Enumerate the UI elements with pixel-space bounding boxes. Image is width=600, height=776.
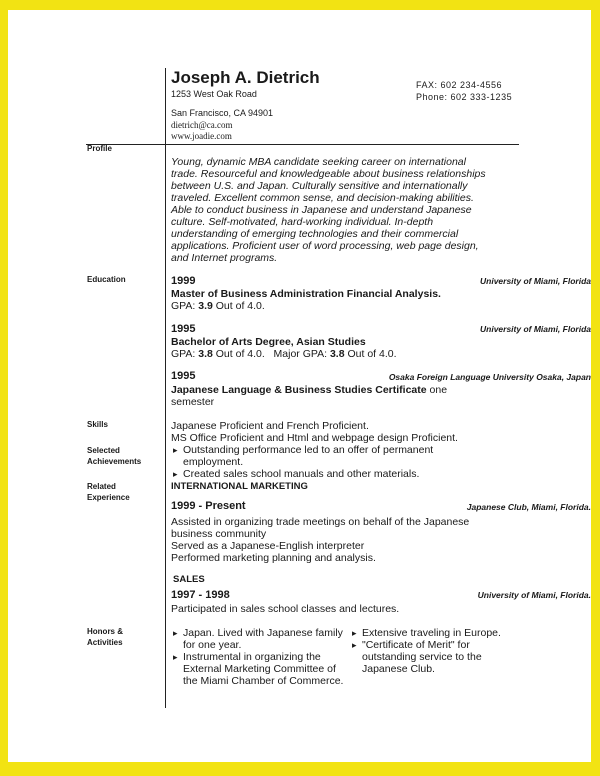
edu-degree-3: Japanese Language & Business Studies Certificate one bbox=[171, 384, 448, 396]
label-education: Education bbox=[87, 275, 126, 284]
edu-school-1: University of Miami, Florida bbox=[480, 276, 591, 286]
exp-place-1: Japanese Club, Miami, Florida. bbox=[466, 502, 591, 512]
exp-lines-1: Assisted in organizing trade meetings on behalf of the Japanese business community Served as a Japanese-English interpreter Performed marketing planning and analysis. bbox=[171, 516, 470, 564]
vertical-rule bbox=[165, 68, 166, 708]
honor-item: ▸ Instrumental in organizing the External Marketing Committee of the Miami Chamber of Commerce. bbox=[171, 651, 348, 687]
edu-year-1: 1999 bbox=[171, 275, 196, 287]
exp-heading-1: INTERNATIONAL MARKETING bbox=[171, 481, 308, 492]
edu-school-3: Osaka Foreign Language University Osaka, Japan bbox=[388, 372, 591, 382]
edu-gpa-1: GPA: 3.9 Out of 4.0. bbox=[171, 300, 265, 312]
horizontal-rule bbox=[86, 144, 519, 145]
label-honors: Honors & bbox=[87, 627, 123, 636]
edu-degree-2: Bachelor of Arts Degree, Asian Studies bbox=[171, 336, 366, 348]
edu-degree-1: Master of Business Administration Financial Analysis. bbox=[171, 288, 441, 300]
edu-degree-3-line2: semester bbox=[171, 396, 215, 408]
phone-number: Phone: 602 333-1235 bbox=[416, 92, 513, 102]
label-skills: Skills bbox=[87, 420, 108, 429]
edu-year-2: 1995 bbox=[171, 323, 196, 335]
profile-text: Young, dynamic MBA candidate seeking career on international trade. Resourceful and knowledgeable about business relationships between U.S. and Japan. Culturally sensitive and internationally traveled. Excellent common sense, and decision-making abilities. Able to conduct business in Japanese and understand Japanese culture. Self-motivated, hard-working individual. In-depth understanding of emerging technologies and their commercial applications. Proficient user of word processing, web page design, and Internet programs. bbox=[171, 156, 486, 264]
city-state-zip: San Francisco, CA 94901 bbox=[171, 108, 274, 118]
exp-period-1: 1999 - Present bbox=[171, 500, 246, 512]
applicant-name: Joseph A. Dietrich bbox=[171, 68, 320, 87]
street-address: 1253 West Oak Road bbox=[171, 89, 257, 99]
honor-item: ▸ Extensive traveling in Europe. bbox=[350, 627, 532, 639]
achievement-item: ▸ Outstanding performance led to an offer of permanent employment. bbox=[171, 444, 493, 468]
exp-heading-2: SALES bbox=[173, 574, 205, 585]
label-activities: Activities bbox=[87, 638, 123, 647]
achievement-item: ▸ Created sales school manuals and other materials. bbox=[171, 468, 419, 480]
exp-period-2: 1997 - 1998 bbox=[171, 589, 230, 601]
label-profile: Profile bbox=[87, 144, 112, 153]
edu-gpa-2: GPA: 3.8 Out of 4.0. Major GPA: 3.8 Out of 4.0. bbox=[171, 348, 397, 360]
fax-number: FAX: 602 234-4556 bbox=[416, 80, 503, 90]
honor-item: ▸ Japan. Lived with Japanese family for one year. bbox=[171, 627, 348, 651]
honor-item: ▸ "Certificate of Merit" for outstanding service to the Japanese Club. bbox=[350, 639, 522, 675]
resume-page bbox=[8, 10, 591, 762]
label-selected: Selected bbox=[87, 446, 120, 455]
edu-year-3: 1995 bbox=[171, 370, 196, 382]
label-achievements: Achievements bbox=[87, 457, 142, 466]
skill-line-2: MS Office Proficient and Html and webpage design Proficient. bbox=[171, 432, 458, 444]
edu-school-2: University of Miami, Florida bbox=[480, 324, 591, 334]
exp-line-2: Participated in sales school classes and lectures. bbox=[171, 603, 400, 615]
label-related: Related bbox=[87, 482, 116, 491]
skill-line-1: Japanese Proficient and French Proficient. bbox=[171, 420, 369, 432]
label-experience: Experience bbox=[87, 493, 130, 502]
website-url: www.joadie.com bbox=[171, 131, 232, 141]
email-address: dietrich@ca.com bbox=[171, 120, 233, 130]
exp-place-2: University of Miami, Florida. bbox=[477, 590, 591, 600]
